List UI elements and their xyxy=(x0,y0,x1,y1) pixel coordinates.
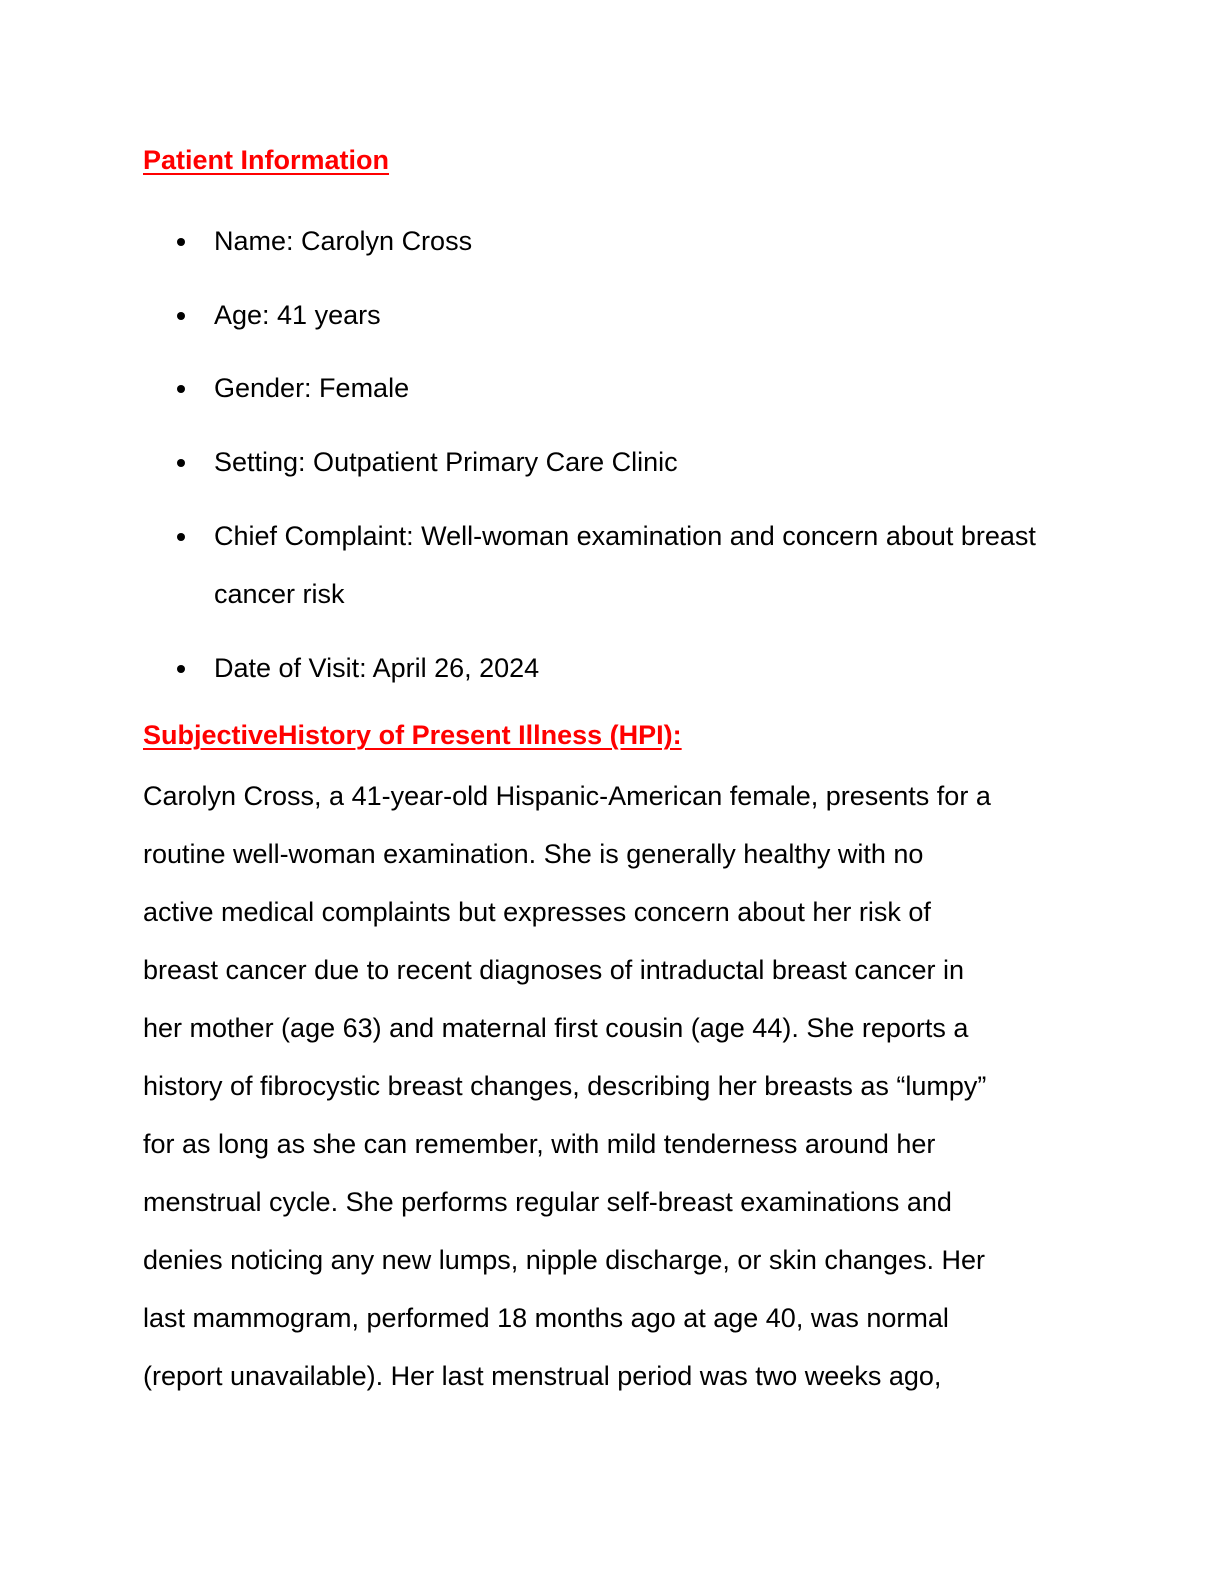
patient-age-item: Age: 41 years xyxy=(214,300,381,330)
hpi-line: for as long as she can remember, with mild tenderness around her xyxy=(143,1129,936,1159)
bullet-dot xyxy=(177,533,185,541)
setting-item: Setting: Outpatient Primary Care Clinic xyxy=(214,447,678,477)
bullet-dot xyxy=(177,665,185,673)
hpi-line: history of fibrocystic breast changes, describing her breasts as “lumpy” xyxy=(143,1071,987,1101)
hpi-line: active medical complaints but expresses concern about her risk of xyxy=(143,897,931,927)
patient-name-item: Name: Carolyn Cross xyxy=(214,226,473,256)
hpi-line: denies noticing any new lumps, nipple discharge, or skin changes. Her xyxy=(143,1245,985,1275)
hpi-line: menstrual cycle. She performs regular self-breast examinations and xyxy=(143,1187,952,1217)
patient-information-heading: Patient Information xyxy=(143,145,390,175)
hpi-line: (report unavailable). Her last menstrual period was two weeks ago, xyxy=(143,1361,942,1391)
bullet-dot xyxy=(177,312,185,320)
patient-gender-item: Gender: Female xyxy=(214,373,410,403)
bullet-dot xyxy=(177,238,185,246)
subjective-hpi-heading: SubjectiveHistory of Present Illness (HPI): xyxy=(143,720,682,750)
bullet-dot xyxy=(177,385,185,393)
date-of-visit-item: Date of Visit: April 26, 2024 xyxy=(214,653,540,683)
hpi-line: routine well-woman examination. She is generally healthy with no xyxy=(143,839,924,869)
chief-complaint-item: Chief Complaint: Well-woman examination and concern about breast cancer risk xyxy=(214,521,1036,609)
hpi-line: breast cancer due to recent diagnoses of intraductal breast cancer in xyxy=(143,955,964,985)
bullet-dot xyxy=(177,459,185,467)
hpi-line: Carolyn Cross, a 41-year-old Hispanic-American female, presents for a xyxy=(143,781,991,811)
hpi-line: her mother (age 63) and maternal first cousin (age 44). She reports a xyxy=(143,1013,969,1043)
hpi-line: last mammogram, performed 18 months ago at age 40, was normal xyxy=(143,1303,949,1333)
